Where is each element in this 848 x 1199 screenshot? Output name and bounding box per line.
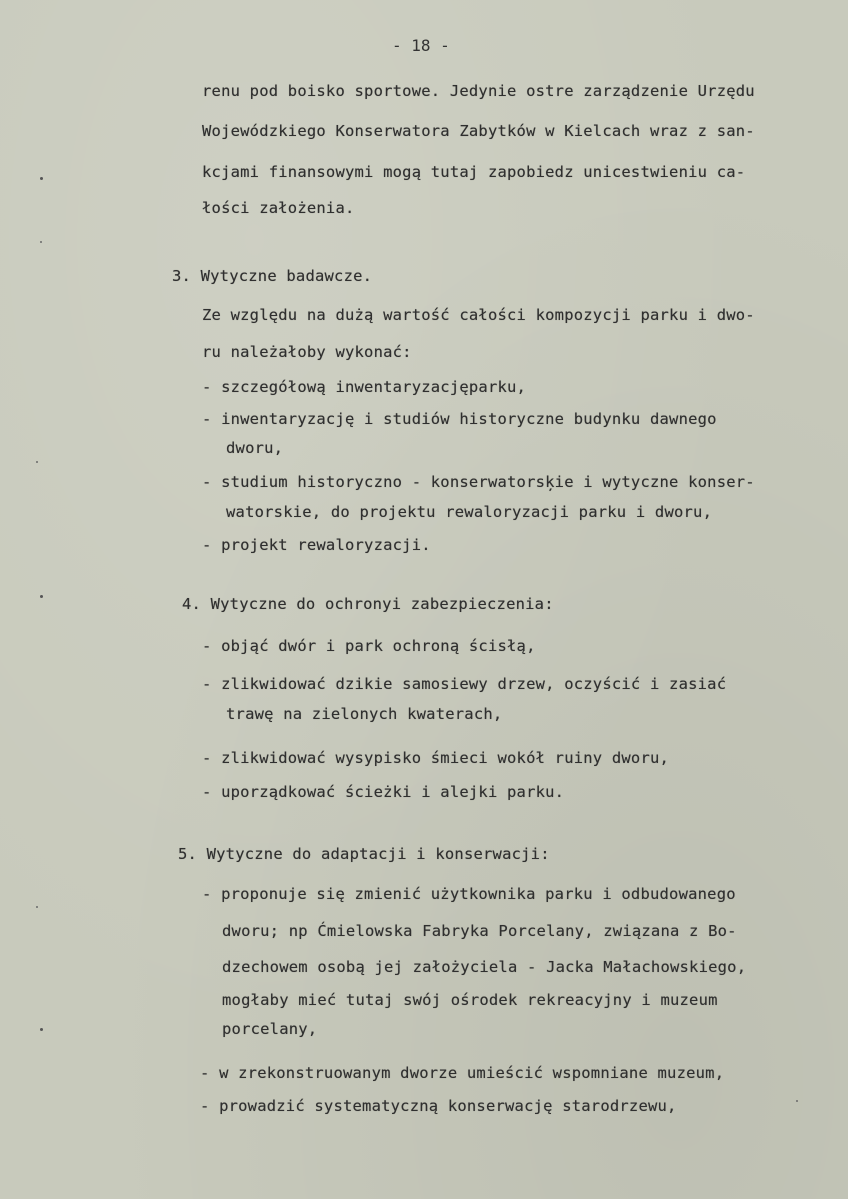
list-item: - proponuje się zmienić użytkownika parku i odbudowanego [202,885,736,903]
list-item-continuation: trawę na zielonych kwaterach, [226,705,503,723]
list-item: - uporządkować ścieżki i alejki parku. [202,783,565,801]
list-item-continuation: dworu; np Ćmielowska Fabryka Porcelany, związana z Bo- [222,922,737,940]
scan-speck [36,906,38,908]
list-item: - studium historyczno - konserwatorsķie i wytyczne konser- [202,473,755,491]
list-item-continuation: dworu, [226,439,284,457]
list-item: - szczegółową inwentaryzacjęparku, [202,378,527,396]
list-item: - prowadzić systematyczną konserwację starodrzewu, [200,1097,677,1115]
list-item-continuation: mogłaby mieć tutaj swój ośrodek rekreacyjny i muzeum [222,991,718,1009]
list-item: - w zrekonstruowanym dworze umieścić wspomniane muzeum, [200,1064,725,1082]
section-heading: 3. Wytyczne badawcze. [172,267,373,285]
list-item: - objąć dwór i park ochroną ścisłą, [202,637,536,655]
list-item: - projekt rewaloryzacji. [202,536,431,554]
list-item-continuation: porcelany, [222,1020,318,1038]
scan-speck [40,177,43,180]
list-item: - zlikwidować dzikie samosiewy drzew, oczyścić i zasiać [202,675,727,693]
page-number: - 18 - [392,36,450,55]
scan-speck [796,1100,798,1102]
scan-speck [36,461,38,463]
list-item-continuation: watorskie, do projektu rewaloryzacji parku i dworu, [226,503,713,521]
text-line: renu pod boisko sportowe. Jedynie ostre zarządzenie Urzędu [202,82,755,100]
text-line: ru należałoby wykonać: [202,343,412,361]
list-item-continuation: dzechowem osobą jej założyciela - Jacka Małachowskiego, [222,958,747,976]
text-line: kcjami finansowymi mogą tutaj zapobiedz unicestwieniu ca- [202,163,746,181]
scan-speck [40,595,43,598]
text-line: Wojewódzkiego Konserwatora Zabytków w Kielcach wraz z san- [202,122,755,140]
text-line: Ze względu na dużą wartość całości kompozycji parku i dwo- [202,306,755,324]
section-heading: 5. Wytyczne do adaptacji i konserwacji: [178,845,550,863]
section-heading: 4. Wytyczne do ochronyi zabezpieczenia: [182,595,554,613]
scan-speck [40,241,42,243]
list-item: - zlikwidować wysypisko śmieci wokół ruiny dworu, [202,749,670,767]
scan-speck [40,1028,43,1031]
list-item: - inwentaryzację i studiów historyczne budynku dawnego [202,410,717,428]
text-line: łości założenia. [202,199,355,217]
